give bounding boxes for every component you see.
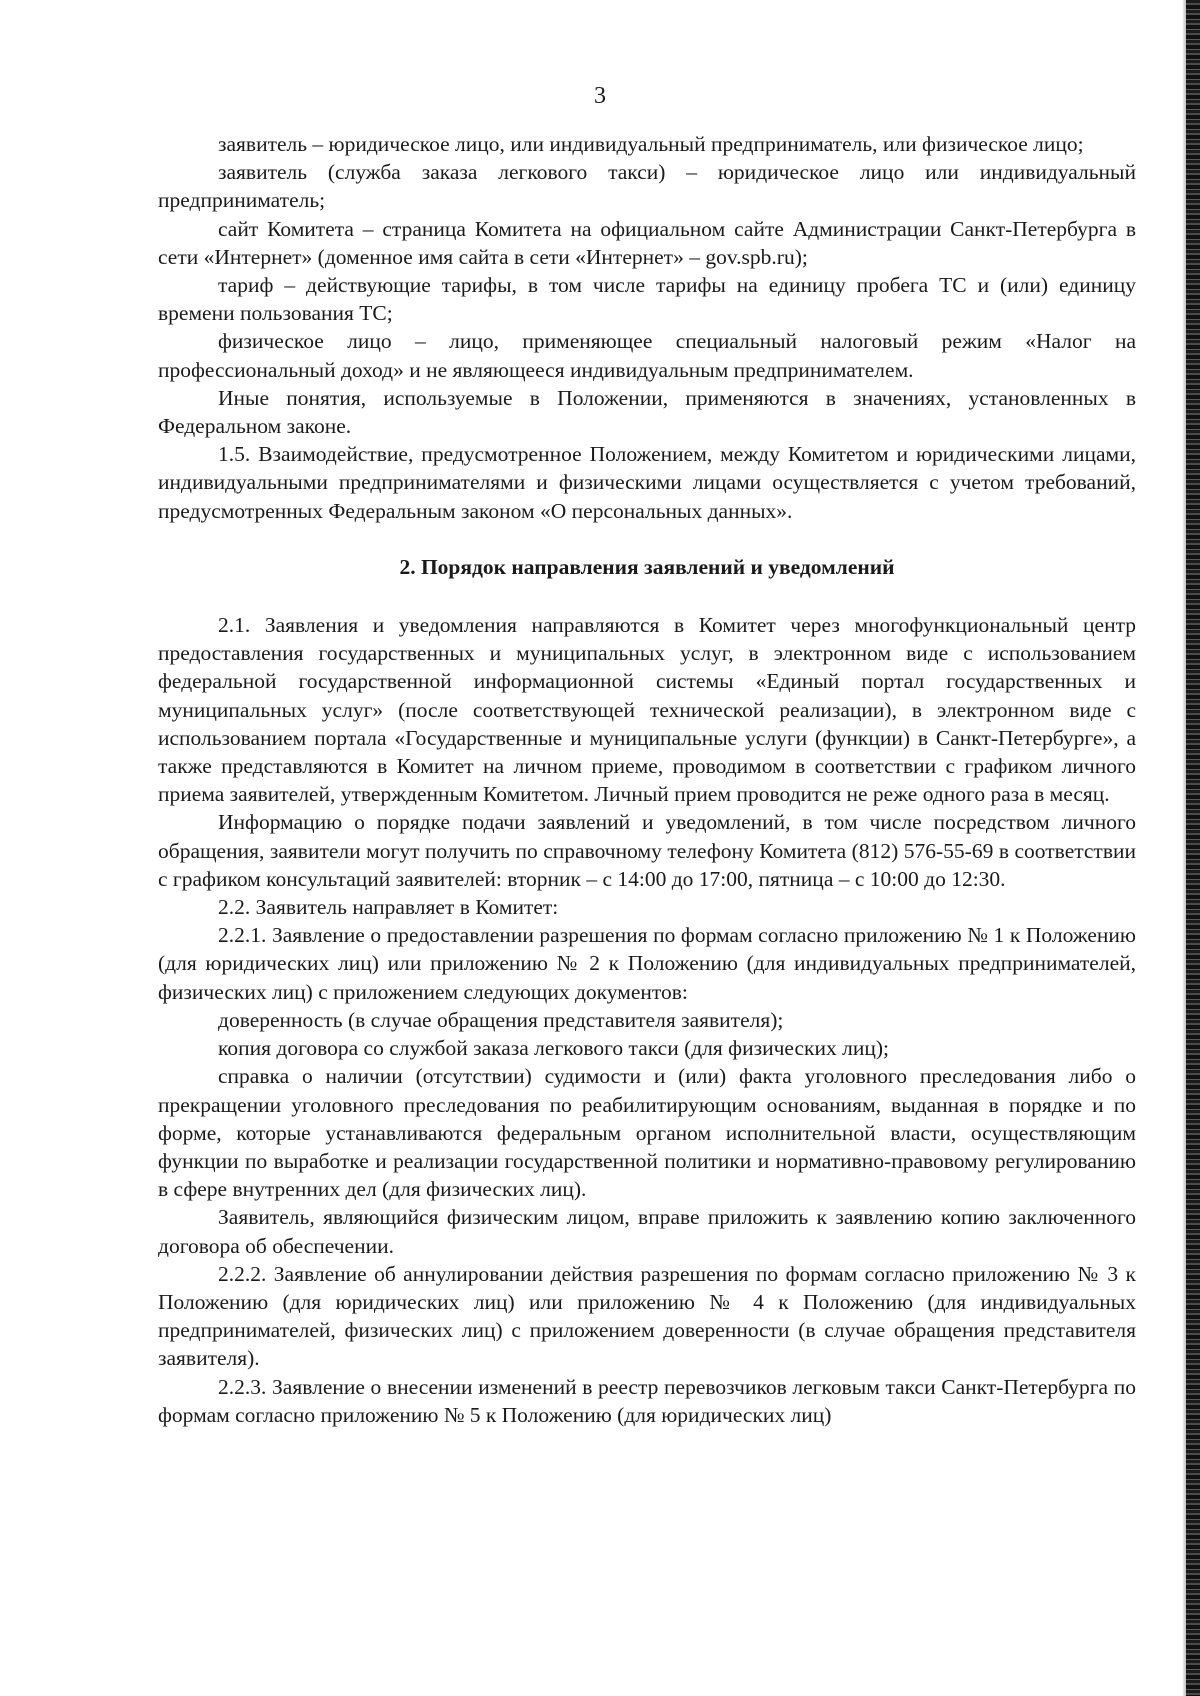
paragraph: справка о наличии (отсутствии) судимости и (или) факта уголовного преследования либо о прекращении уголовного преследования по реабилитирующим основаниям, выданная в порядке и по форме, которые устанавливаются федеральным органом исполнительной власти, осуществляющим функции по выработке и реализации государственной политики и нормативно-правовому регулированию в сфере внутренних дел (для физических лиц). xyxy=(158,1064,1136,1202)
paragraph: заявитель – юридическое лицо, или индивидуальный предприниматель, или физическое лицо; xyxy=(218,132,1084,156)
paragraph: физическое лицо – лицо, применяющее специальный налоговый режим «Налог на профессиональный доход» и не являющееся индивидуальным предпринимателем. xyxy=(158,329,1136,382)
paragraph: 1.5. Взаимодействие, предусмотренное Положением, между Комитетом и юридическими лицами, индивидуальными предпринимателями и физическими лицами осуществляется с учетом требований, предусмотренных Федеральным законом «О персональных данных». xyxy=(158,442,1136,523)
paragraph: 2.2.2. Заявление об аннулировании действия разрешения по формам согласно приложению № 3 к Положению (для юридических лиц) или приложению № 4 к Положению (для индивидуальных предпринимателей, физических лиц) с приложением доверенности (в случае обращения представителя заявителя). xyxy=(158,1261,1136,1371)
paragraph: Иные понятия, используемые в Положении, применяются в значениях, установленных в Федеральном законе. xyxy=(158,385,1136,439)
paragraph: 2.1. Заявления и уведомления направляются в Комитет через многофункциональный центр предоставления государственных и муниципальных услуг, в электронном виде с использованием федеральной государственной информационной системы «Единый портал государственных и муниципальных услуг» (после соответствующей технической реализации), в электронном виде с использованием портала «Государственные и муниципальные услуги (функции) в Санкт-Петербурге», а также представляются в Комитет на личном приеме, проводимом в соответствии с графиком личного приема заявителей, утвержденным Комитетом. Личный прием проводится не реже одного раза в месяц. xyxy=(158,613,1136,807)
paragraph: заявитель (служба заказа легкового такси) – юридическое лицо или индивидуальный предприниматель; xyxy=(158,160,1136,213)
paragraph: копия договора со службой заказа легкового такси (для физических лиц); xyxy=(218,1036,889,1061)
document-body xyxy=(158,130,1136,1429)
paragraph: сайт Комитета – страница Комитета на официальном сайте Администрации Санкт-Петербурга в сети «Интернет» (доменное имя сайта в сети «Интернет» – gov.spb.ru); xyxy=(158,216,1136,269)
paragraph: 2.2.3. Заявление о внесении изменений в реестр перевозчиков легковым такси Санкт-Петербурга по формам согласно приложению № 5 к Положению (для юридических лиц) xyxy=(158,1374,1136,1427)
section-heading: 2. Порядок направления заявлений и уведомлений xyxy=(399,554,895,579)
paragraph: тариф – действующие тарифы, в том числе тарифы на единицу пробега ТС и (или) единицу времени пользования ТС; xyxy=(158,273,1136,326)
paragraph: 2.2. Заявитель направляет в Комитет: xyxy=(218,895,559,920)
paragraph: доверенность (в случае обращения представителя заявителя); xyxy=(218,1007,784,1032)
page-number: 3 xyxy=(594,83,606,109)
paragraph: Заявитель, являющийся физическим лицом, вправе приложить к заявлению копию заключенного договора об обеспечении. xyxy=(158,1205,1136,1258)
paragraph: 2.2.1. Заявление о предоставлении разрешения по формам согласно приложению № 1 к Положению (для юридических лиц) или приложению № 2 к Положению (для индивидуальных предпринимателей, физических лиц) с приложением следующих документов: xyxy=(158,923,1136,1004)
paragraph: Информацию о порядке подачи заявлений и уведомлений, в том числе посредством личного обращения, заявители могут получить по справочному телефону Комитета (812) 576-55-69 в соответствии с графиком консультаций заявителей: вторник – с 14:00 до 17:00, пятница – с 10:00 до 12:30. xyxy=(158,810,1136,891)
scan-edge-shadow xyxy=(1186,0,1200,1696)
